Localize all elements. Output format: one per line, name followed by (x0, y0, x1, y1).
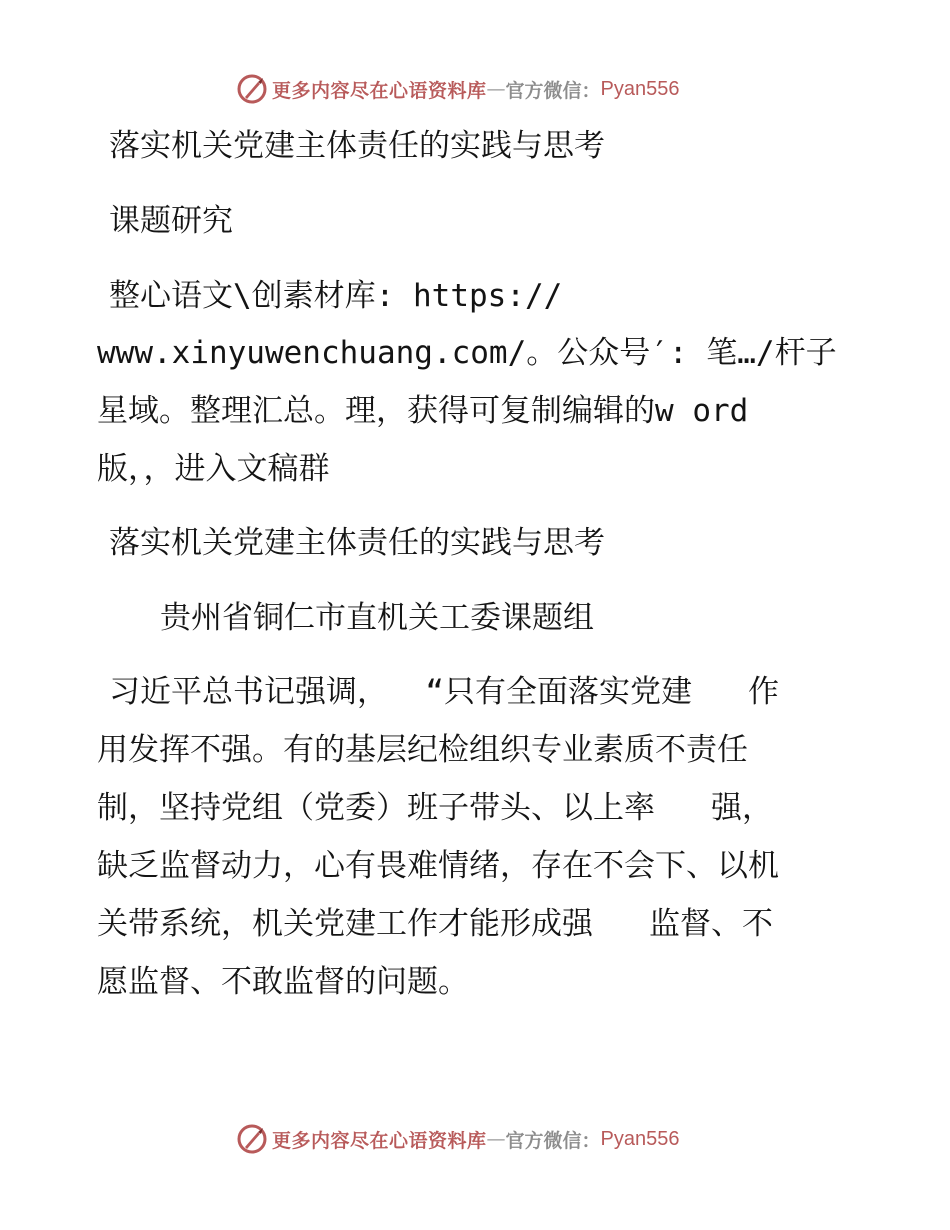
body-line: 愿监督、不敢监督的问题。 (97, 964, 469, 1000)
quill-logo-icon (236, 73, 268, 105)
watermark-separator: — (486, 78, 506, 100)
document-category: 课题研究 (109, 203, 233, 239)
source-line: 整心语文\创素材库: https:// (109, 278, 563, 314)
body-line: 习近平总书记强调， “只有全面落实党建 作 (109, 674, 779, 710)
watermark-text: 更多内容尽在心语资料库 (272, 1129, 487, 1152)
body-line: 用发挥不强。有的基层纪检组织专业素质不责任 (97, 732, 748, 768)
source-line: 星域。整理汇总。理，获得可复制编辑的w ord (97, 393, 749, 429)
watermark-wechat-id: Pyan556 (600, 77, 680, 100)
body-line: 制，坚持党组（党委）班子带头、以上率 强， (97, 790, 773, 826)
body-line: 关带系统，机关党建工作才能形成强 监督、不 (97, 906, 773, 942)
footer-watermark (236, 1122, 680, 1156)
watermark-official-label: 官方微信： (505, 79, 601, 102)
watermark-separator: — (486, 1128, 506, 1150)
document-title: 落实机关党建主体责任的实践与思考 (109, 128, 605, 164)
body-line: 缺乏监督动力，心有畏难情绪，存在不会下、以机 (97, 848, 779, 884)
source-line: 版，，进入文稿群 (97, 451, 330, 487)
watermark-wechat-id: Pyan556 (600, 1127, 680, 1150)
author-line: 贵州省铜仁市直机关工委课题组 (160, 600, 594, 636)
watermark-official-label: 官方微信： (505, 1129, 601, 1152)
source-line: www.xinyuwenchuang.com/。公众号′: 笔…/杆子 (97, 335, 837, 371)
header-watermark (236, 72, 680, 106)
watermark-text: 更多内容尽在心语资料库 (272, 79, 487, 102)
quill-logo-icon (236, 1123, 268, 1155)
section-heading: 落实机关党建主体责任的实践与思考 (109, 525, 605, 561)
